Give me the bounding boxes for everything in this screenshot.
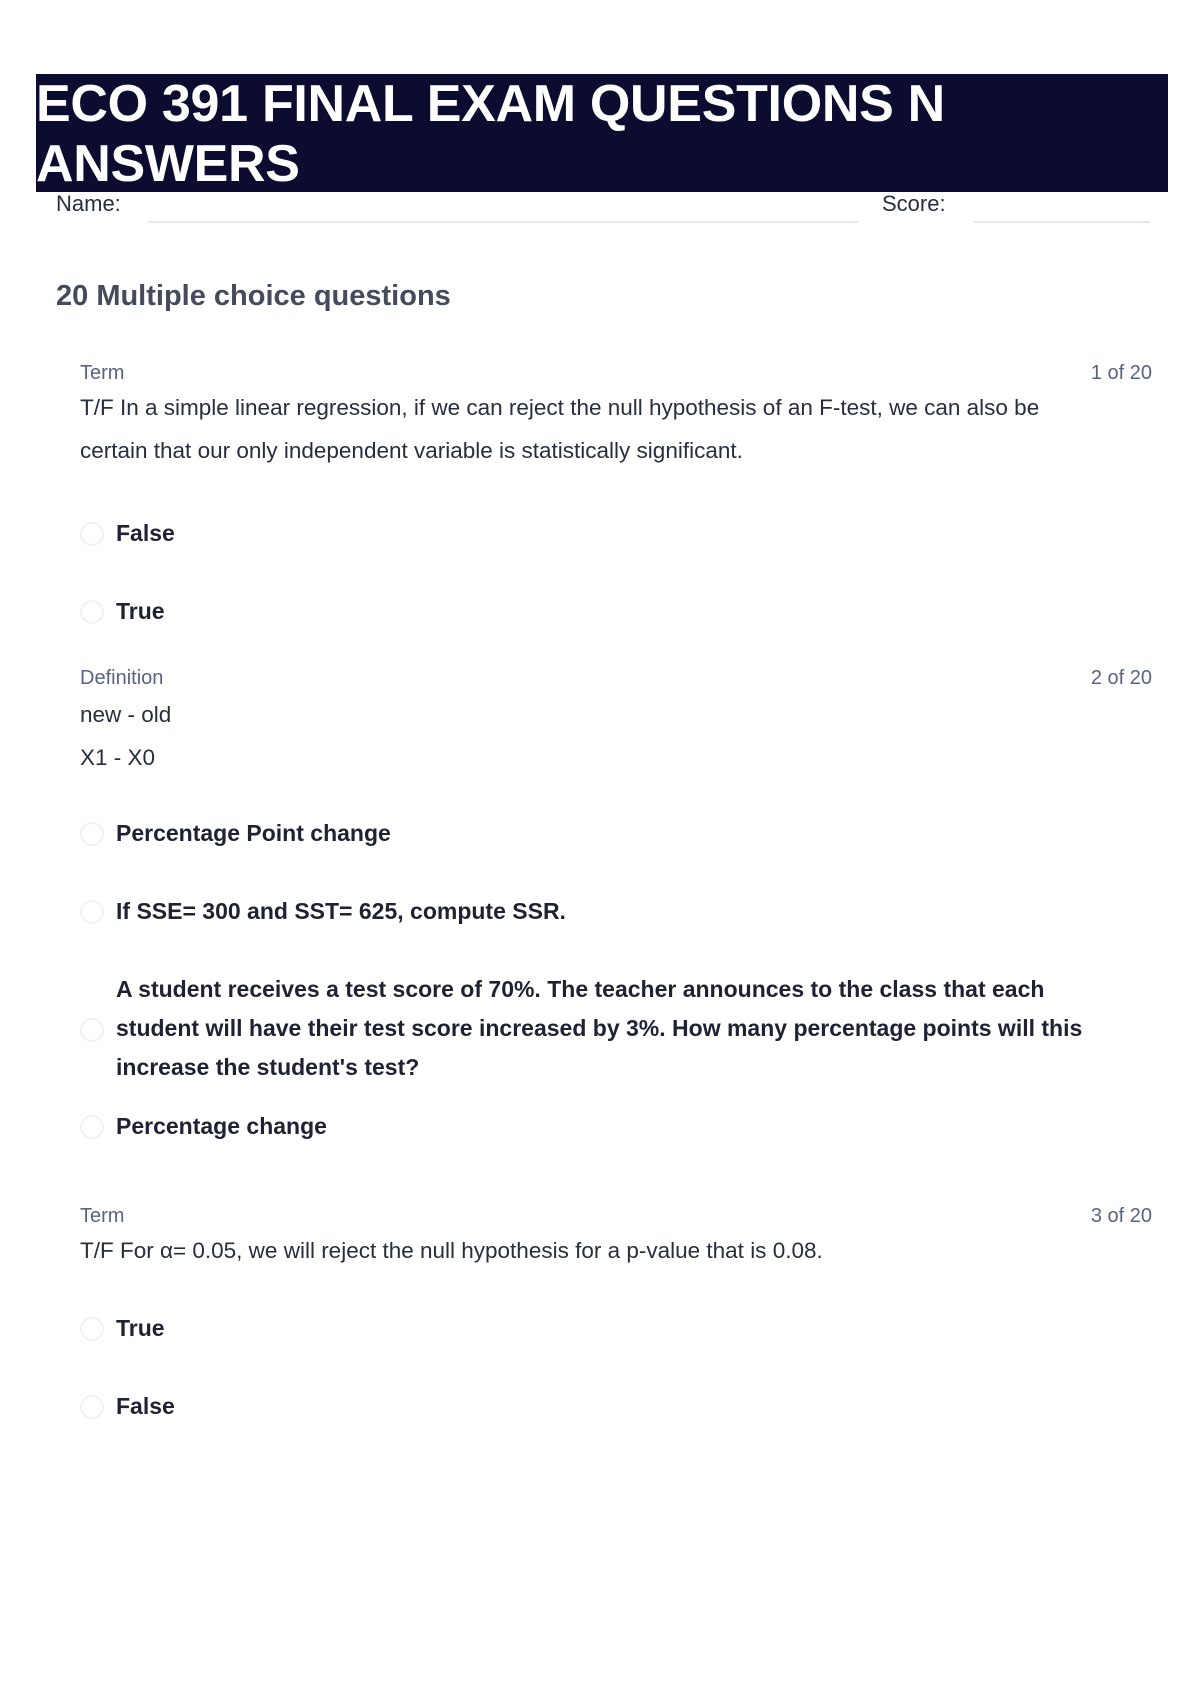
question-card (80, 667, 1152, 1167)
radio-button[interactable] (80, 900, 104, 924)
answer-option-label: True (116, 598, 165, 624)
name-field-line[interactable] (148, 221, 858, 223)
prompt-line: T/F In a simple linear regression, if we can reject the null hypothesis of an F-test, we can also be (80, 395, 1040, 420)
radio-button[interactable] (80, 522, 104, 546)
radio-button[interactable] (80, 822, 104, 846)
document-title-banner (36, 74, 1168, 192)
document-title-line-1: ECO 391 FINAL EXAM QUESTIONS N ANSWERS (36, 75, 945, 192)
question-card (80, 1205, 1152, 1445)
score-field-line[interactable] (974, 221, 1150, 223)
question-counter: 2 of 20 (1090, 667, 1152, 689)
radio-button[interactable] (80, 1018, 104, 1042)
section-heading: 20 Multiple choice questions (56, 280, 451, 312)
question-prompt (80, 386, 1120, 472)
question-card (80, 362, 1152, 642)
question-type-label: Definition (80, 667, 164, 689)
radio-button[interactable] (80, 600, 104, 624)
answer-option-label: False (116, 1393, 175, 1419)
question-counter: 1 of 20 (1090, 362, 1152, 384)
question-counter: 3 of 20 (1090, 1205, 1152, 1227)
answer-option-label: False (116, 520, 175, 546)
answer-option-label: True (116, 1315, 165, 1341)
radio-button[interactable] (80, 1395, 104, 1419)
name-score-bar (56, 188, 1152, 228)
answer-option-label: Percentage change (116, 1113, 327, 1139)
question-type-label: Term (80, 362, 125, 384)
question-prompt (80, 693, 1120, 779)
prompt-line: X1 - X0 (80, 745, 156, 770)
answer-option-label: A student receives a test score of 70%. The teacher announces to the class that each student will have their test score increased by 3%. How many percentage points will this increase the student's test? (116, 976, 1083, 1080)
prompt-line: certain that our only independent variable is statistically significant. (80, 438, 743, 463)
radio-button[interactable] (80, 1115, 104, 1139)
radio-button[interactable] (80, 1317, 104, 1341)
answer-option-label: If SSE= 300 and SST= 625, compute SSR. (116, 898, 566, 924)
score-label: Score: (882, 191, 946, 216)
answer-option-label: Percentage Point change (116, 820, 391, 846)
question-prompt (80, 1229, 1120, 1272)
question-type-label: Term (80, 1205, 125, 1227)
name-label: Name: (56, 191, 121, 216)
prompt-line: T/F For α= 0.05, we will reject the null hypothesis for a p-value that is 0.08. (80, 1238, 823, 1263)
prompt-line: new - old (80, 702, 172, 727)
